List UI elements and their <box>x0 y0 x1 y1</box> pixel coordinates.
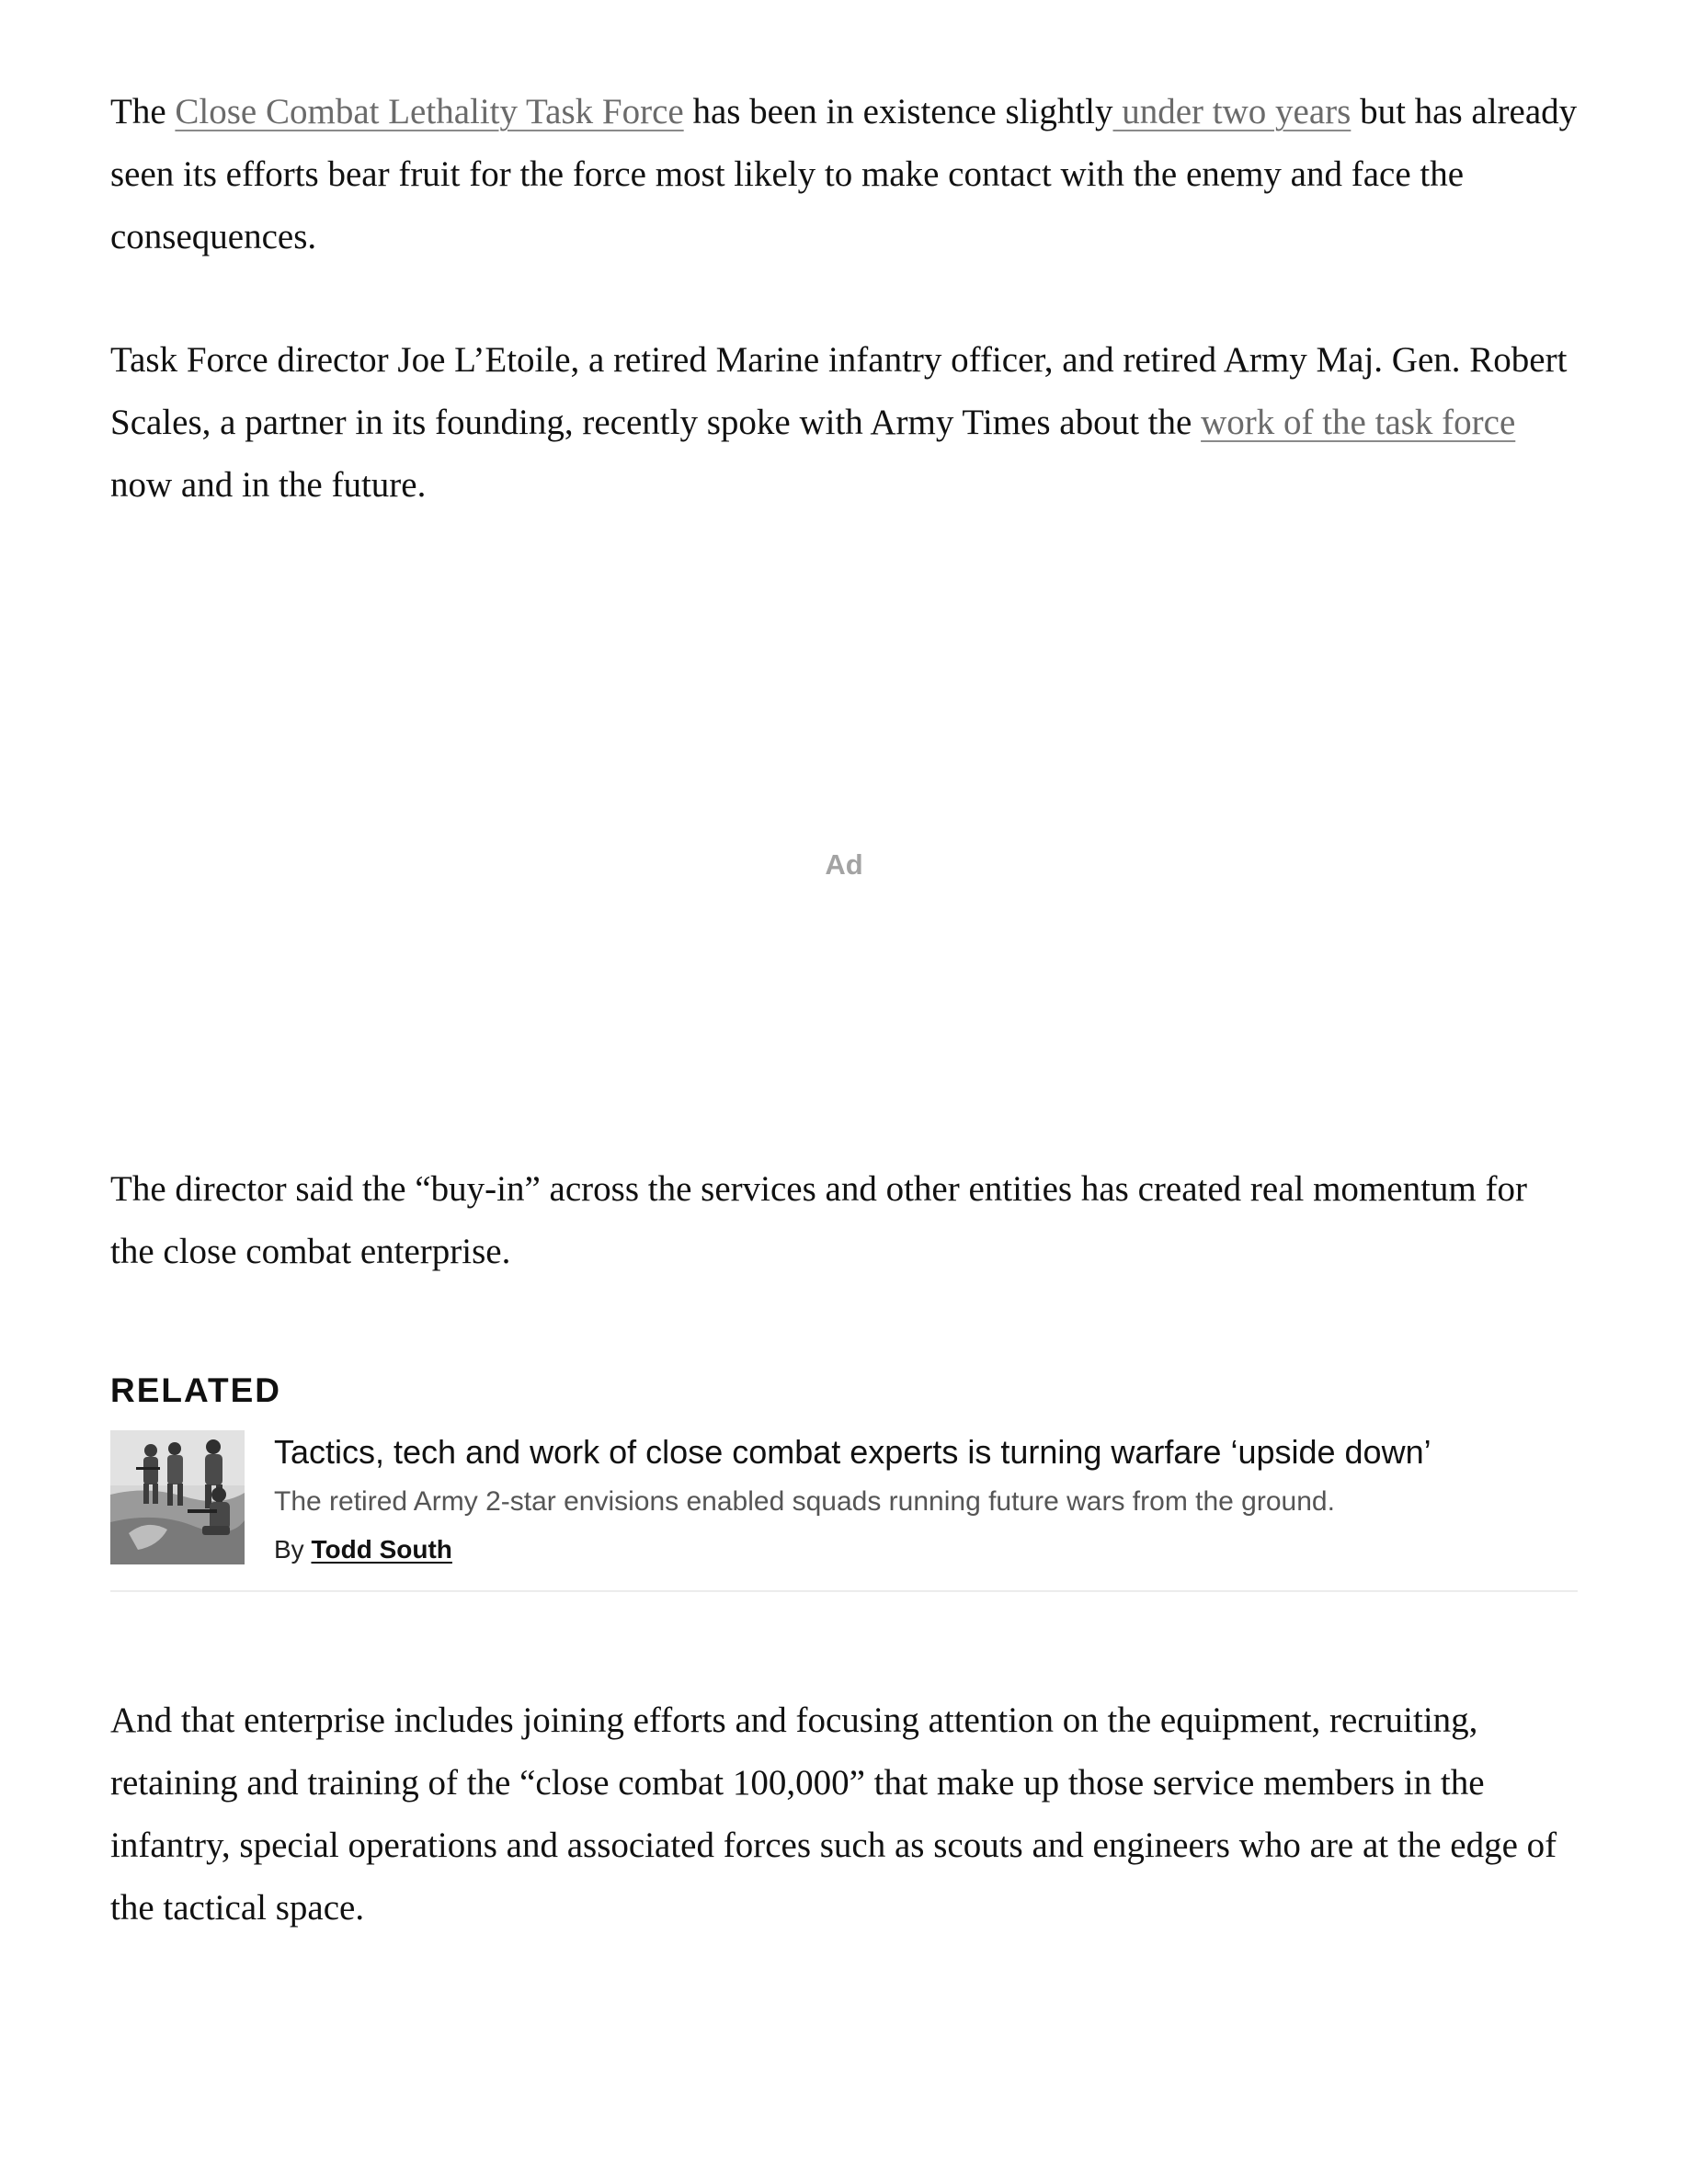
paragraph-2-text-start: Task Force director Joe L’Etoile, a retired Marine infantry officer, and retired Army Maj. Gen. Robert Scales, a partner in its founding, recently spoke with Army Times about the <box>110 340 1568 442</box>
paragraph-4: And that enterprise includes joining efforts and focusing attention on the equipment, recruiting, retaining and training of the “close combat 100,000” that make up those service members in the infantry, special operations and associated forces such as scouts and engineers who are at the edge of the tactical space. <box>110 1701 1557 1928</box>
related-article-text <box>274 1430 1578 1568</box>
related-section <box>110 1370 1578 1592</box>
article-body <box>110 81 1578 517</box>
paragraph-2 <box>110 329 1578 517</box>
work-of-the-task-force-link[interactable]: work of the task force <box>1201 403 1516 442</box>
paragraph-1-text-middle: has been in existence slightly <box>683 92 1113 131</box>
ad-label: Ad <box>825 848 863 881</box>
related-heading: RELATED <box>110 1371 281 1409</box>
soldiers-photo-icon <box>110 1430 245 1564</box>
paragraph-3: The director said the “buy-in” across the services and other entities has created real momentum for the close combat enterprise. <box>110 1169 1527 1271</box>
author-link[interactable]: Todd South <box>311 1535 452 1564</box>
related-article-thumbnail[interactable] <box>110 1430 245 1564</box>
related-article-card[interactable] <box>110 1430 1578 1592</box>
close-combat-lethality-task-force-link[interactable]: Close Combat Lethality Task Force <box>175 92 684 131</box>
related-article-byline <box>274 1531 1578 1568</box>
under-two-years-link[interactable]: under two years <box>1112 92 1352 131</box>
paragraph-1-text-end: but has already seen its efforts bear fruit for the force most likely to make contact with the enemy and face the consequences. <box>110 92 1578 256</box>
paragraph-2-text-end: now and in the future. <box>110 465 427 505</box>
paragraph-1-text-start: The <box>110 92 176 131</box>
related-article-title-link[interactable]: Tactics, tech and work of close combat experts is turning warfare ‘upside down’ <box>274 1433 1431 1471</box>
related-article-description: The retired Army 2-star envisions enabled squads running future wars from the ground. <box>274 1486 1335 1517</box>
ad-slot[interactable] <box>110 552 1578 1131</box>
paragraph-1 <box>110 81 1578 268</box>
byline-prefix: By <box>274 1535 304 1564</box>
